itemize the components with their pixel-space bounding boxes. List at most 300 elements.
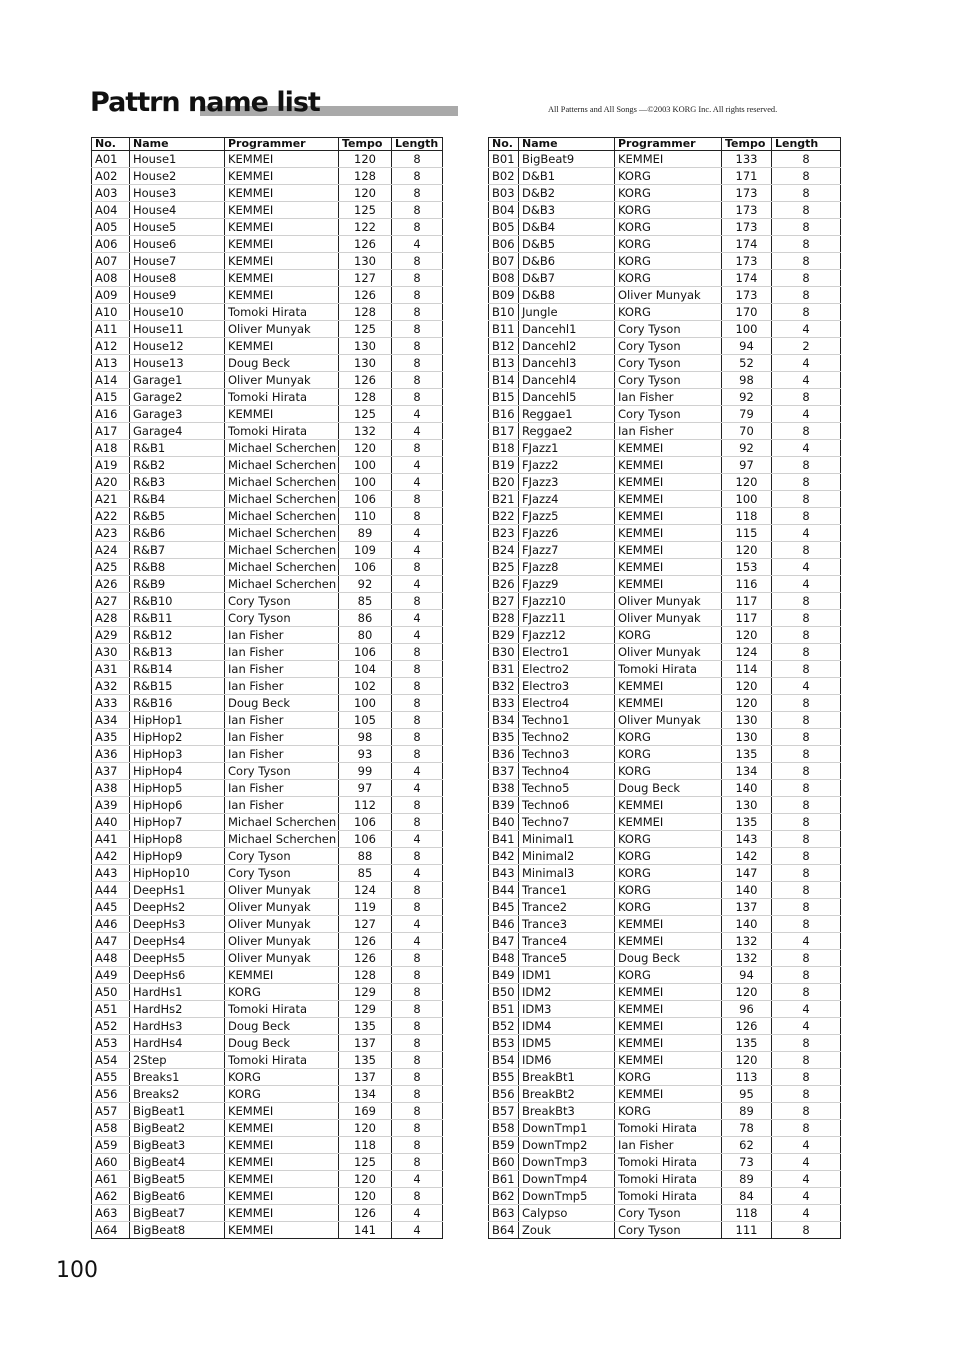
- cell-length: 8: [392, 270, 443, 287]
- cell-programmer: Michael Scherchen: [225, 831, 339, 848]
- cell-name: D&B8: [519, 287, 615, 304]
- cell-tempo: 134: [339, 1086, 392, 1103]
- table-row: [92, 984, 443, 1001]
- cell-length: 8: [772, 389, 841, 406]
- cell-length: 8: [772, 508, 841, 525]
- cell-tempo: 89: [339, 525, 392, 542]
- cell-tempo: 120: [722, 695, 772, 712]
- table-row: [92, 780, 443, 797]
- cell-tempo: 132: [722, 933, 772, 950]
- table-row: [92, 168, 443, 185]
- cell-no: B18: [489, 440, 519, 457]
- cell-no: B20: [489, 474, 519, 491]
- cell-length: 4: [392, 916, 443, 933]
- cell-programmer: KEMMEI: [615, 440, 722, 457]
- cell-programmer: KEMMEI: [615, 474, 722, 491]
- cell-programmer: Cory Tyson: [615, 355, 722, 372]
- cell-length: 8: [392, 1018, 443, 1035]
- cell-name: House11: [130, 321, 225, 338]
- cell-tempo: 129: [339, 1001, 392, 1018]
- cell-no: A33: [92, 695, 130, 712]
- cell-tempo: 106: [339, 491, 392, 508]
- cell-no: A64: [92, 1222, 130, 1239]
- cell-tempo: 125: [339, 321, 392, 338]
- cell-programmer: KEMMEI: [225, 1154, 339, 1171]
- table-row: [489, 355, 841, 372]
- cell-no: B16: [489, 406, 519, 423]
- table-row: [489, 236, 841, 253]
- cell-name: Trance2: [519, 899, 615, 916]
- table-row: [92, 406, 443, 423]
- table-row: [489, 661, 841, 678]
- cell-programmer: KEMMEI: [225, 168, 339, 185]
- cell-name: Dancehl5: [519, 389, 615, 406]
- cell-programmer: Doug Beck: [225, 1018, 339, 1035]
- cell-tempo: 120: [339, 185, 392, 202]
- cell-programmer: Oliver Munyak: [225, 916, 339, 933]
- cell-no: B63: [489, 1205, 519, 1222]
- cell-no: B01: [489, 151, 519, 168]
- table-row: [92, 1018, 443, 1035]
- cell-tempo: 78: [722, 1120, 772, 1137]
- cell-length: 8: [772, 882, 841, 899]
- cell-no: B46: [489, 916, 519, 933]
- cell-no: B05: [489, 219, 519, 236]
- table-row: [92, 1001, 443, 1018]
- cell-name: D&B7: [519, 270, 615, 287]
- cell-length: 4: [392, 525, 443, 542]
- cell-name: BreakBt1: [519, 1069, 615, 1086]
- cell-no: B62: [489, 1188, 519, 1205]
- cell-no: A48: [92, 950, 130, 967]
- cell-tempo: 129: [339, 984, 392, 1001]
- cell-programmer: KEMMEI: [615, 576, 722, 593]
- cell-no: A57: [92, 1103, 130, 1120]
- cell-name: DownTmp1: [519, 1120, 615, 1137]
- cell-no: A07: [92, 253, 130, 270]
- table-row: [489, 525, 841, 542]
- cell-no: B04: [489, 202, 519, 219]
- table-row: [489, 1035, 841, 1052]
- cell-name: Dancehl2: [519, 338, 615, 355]
- cell-tempo: 120: [339, 1188, 392, 1205]
- cell-name: R&B4: [130, 491, 225, 508]
- cell-programmer: KEMMEI: [615, 491, 722, 508]
- cell-length: 8: [772, 814, 841, 831]
- cell-length: 8: [772, 848, 841, 865]
- cell-programmer: Ian Fisher: [225, 661, 339, 678]
- cell-no: B50: [489, 984, 519, 1001]
- cell-programmer: KEMMEI: [615, 1001, 722, 1018]
- table-row: [489, 627, 841, 644]
- cell-length: 8: [392, 1035, 443, 1052]
- cell-name: BigBeat8: [130, 1222, 225, 1239]
- cell-length: 8: [392, 559, 443, 576]
- cell-tempo: 120: [339, 1171, 392, 1188]
- cell-name: BigBeat1: [130, 1103, 225, 1120]
- cell-tempo: 109: [339, 542, 392, 559]
- cell-no: B57: [489, 1103, 519, 1120]
- cell-name: HipHop8: [130, 831, 225, 848]
- cell-name: BigBeat9: [519, 151, 615, 168]
- cell-tempo: 135: [339, 1018, 392, 1035]
- cell-no: A45: [92, 899, 130, 916]
- cell-no: A16: [92, 406, 130, 423]
- table-row: [92, 933, 443, 950]
- cell-tempo: 104: [339, 661, 392, 678]
- cell-length: 8: [772, 1120, 841, 1137]
- cell-name: DownTmp5: [519, 1188, 615, 1205]
- cell-programmer: Ian Fisher: [225, 627, 339, 644]
- cell-name: House3: [130, 185, 225, 202]
- cell-no: A50: [92, 984, 130, 1001]
- cell-programmer: Cory Tyson: [615, 372, 722, 389]
- cell-no: A36: [92, 746, 130, 763]
- cell-programmer: Tomoki Hirata: [225, 423, 339, 440]
- cell-name: IDM2: [519, 984, 615, 1001]
- cell-no: B31: [489, 661, 519, 678]
- cell-name: DeepHs6: [130, 967, 225, 984]
- cell-tempo: 124: [722, 644, 772, 661]
- table-row: [92, 355, 443, 372]
- cell-no: B29: [489, 627, 519, 644]
- cell-no: B56: [489, 1086, 519, 1103]
- cell-tempo: 128: [339, 168, 392, 185]
- cell-name: HipHop6: [130, 797, 225, 814]
- cell-name: Minimal3: [519, 865, 615, 882]
- cell-programmer: KEMMEI: [225, 1103, 339, 1120]
- cell-no: A10: [92, 304, 130, 321]
- cell-length: 4: [392, 1222, 443, 1239]
- cell-name: House12: [130, 338, 225, 355]
- cell-no: B49: [489, 967, 519, 984]
- cell-programmer: Ian Fisher: [615, 423, 722, 440]
- cell-programmer: Doug Beck: [615, 780, 722, 797]
- cell-tempo: 128: [339, 967, 392, 984]
- table-row: [489, 814, 841, 831]
- cell-length: 8: [772, 1069, 841, 1086]
- table-row: [92, 848, 443, 865]
- cell-name: FJazz8: [519, 559, 615, 576]
- cell-tempo: 135: [722, 814, 772, 831]
- cell-no: A03: [92, 185, 130, 202]
- table-row: [92, 474, 443, 491]
- table-row: [489, 474, 841, 491]
- cell-name: House10: [130, 304, 225, 321]
- cell-programmer: KORG: [615, 967, 722, 984]
- cell-programmer: KORG: [615, 627, 722, 644]
- cell-length: 4: [392, 780, 443, 797]
- cell-name: R&B5: [130, 508, 225, 525]
- cell-tempo: 120: [339, 440, 392, 457]
- cell-no: B64: [489, 1222, 519, 1239]
- cell-no: A25: [92, 559, 130, 576]
- cell-name: HipHop9: [130, 848, 225, 865]
- cell-tempo: 92: [339, 576, 392, 593]
- cell-programmer: Tomoki Hirata: [225, 1052, 339, 1069]
- table-row: [92, 831, 443, 848]
- cell-name: House5: [130, 219, 225, 236]
- cell-length: 8: [772, 593, 841, 610]
- cell-tempo: 126: [339, 287, 392, 304]
- cell-name: FJazz9: [519, 576, 615, 593]
- cell-no: A46: [92, 916, 130, 933]
- cell-tempo: 89: [722, 1103, 772, 1120]
- cell-tempo: 97: [339, 780, 392, 797]
- cell-tempo: 93: [339, 746, 392, 763]
- cell-programmer: KEMMEI: [225, 253, 339, 270]
- cell-programmer: Ian Fisher: [615, 1137, 722, 1154]
- table-row: [489, 593, 841, 610]
- cell-no: A39: [92, 797, 130, 814]
- cell-name: FJazz1: [519, 440, 615, 457]
- cell-tempo: 174: [722, 236, 772, 253]
- cell-name: D&B3: [519, 202, 615, 219]
- cell-name: House13: [130, 355, 225, 372]
- cell-length: 4: [772, 406, 841, 423]
- cell-tempo: 173: [722, 287, 772, 304]
- table-row: [489, 848, 841, 865]
- cell-name: Zouk: [519, 1222, 615, 1239]
- cell-name: DeepHs5: [130, 950, 225, 967]
- cell-tempo: 84: [722, 1188, 772, 1205]
- cell-no: B55: [489, 1069, 519, 1086]
- col-header-length: Length: [772, 138, 841, 151]
- cell-name: IDM6: [519, 1052, 615, 1069]
- cell-tempo: 127: [339, 270, 392, 287]
- cell-no: A40: [92, 814, 130, 831]
- cell-length: 8: [392, 202, 443, 219]
- cell-name: R&B14: [130, 661, 225, 678]
- cell-programmer: KORG: [615, 899, 722, 916]
- cell-programmer: KEMMEI: [615, 916, 722, 933]
- cell-name: IDM4: [519, 1018, 615, 1035]
- cell-tempo: 170: [722, 304, 772, 321]
- page-number: 100: [56, 1258, 98, 1283]
- cell-tempo: 124: [339, 882, 392, 899]
- table-row: [489, 389, 841, 406]
- cell-no: A38: [92, 780, 130, 797]
- table-row: [489, 338, 841, 355]
- cell-no: B11: [489, 321, 519, 338]
- cell-length: 8: [772, 287, 841, 304]
- cell-length: 4: [392, 1205, 443, 1222]
- table-row: [92, 321, 443, 338]
- cell-programmer: Cory Tyson: [615, 1205, 722, 1222]
- cell-length: 8: [392, 882, 443, 899]
- cell-programmer: KORG: [225, 1069, 339, 1086]
- cell-programmer: Oliver Munyak: [225, 321, 339, 338]
- cell-length: 8: [392, 712, 443, 729]
- cell-length: 8: [392, 440, 443, 457]
- col-header-no: No.: [489, 138, 519, 151]
- cell-length: 8: [392, 1188, 443, 1205]
- cell-name: Dancehl1: [519, 321, 615, 338]
- cell-no: B37: [489, 763, 519, 780]
- cell-name: House8: [130, 270, 225, 287]
- table-row: [92, 865, 443, 882]
- cell-name: Electro2: [519, 661, 615, 678]
- table-row: [489, 1103, 841, 1120]
- cell-length: 4: [772, 1018, 841, 1035]
- cell-no: A37: [92, 763, 130, 780]
- cell-tempo: 126: [722, 1018, 772, 1035]
- cell-no: A51: [92, 1001, 130, 1018]
- cell-no: B07: [489, 253, 519, 270]
- cell-name: D&B5: [519, 236, 615, 253]
- cell-name: House2: [130, 168, 225, 185]
- cell-name: HipHop1: [130, 712, 225, 729]
- cell-length: 8: [772, 1035, 841, 1052]
- cell-no: A05: [92, 219, 130, 236]
- cell-no: B27: [489, 593, 519, 610]
- cell-name: IDM5: [519, 1035, 615, 1052]
- cell-programmer: KEMMEI: [615, 151, 722, 168]
- cell-name: FJazz5: [519, 508, 615, 525]
- cell-length: 4: [392, 576, 443, 593]
- cell-length: 8: [772, 644, 841, 661]
- cell-no: B58: [489, 1120, 519, 1137]
- table-row: [489, 899, 841, 916]
- cell-name: FJazz10: [519, 593, 615, 610]
- cell-length: 8: [392, 304, 443, 321]
- cell-name: BigBeat5: [130, 1171, 225, 1188]
- cell-tempo: 171: [722, 168, 772, 185]
- cell-name: HardHs2: [130, 1001, 225, 1018]
- cell-programmer: KEMMEI: [615, 984, 722, 1001]
- cell-tempo: 173: [722, 253, 772, 270]
- table-row: [92, 1222, 443, 1239]
- cell-length: 8: [772, 253, 841, 270]
- cell-programmer: KEMMEI: [225, 151, 339, 168]
- table-row: [489, 1137, 841, 1154]
- cell-length: 8: [772, 627, 841, 644]
- cell-no: B44: [489, 882, 519, 899]
- cell-name: R&B9: [130, 576, 225, 593]
- cell-name: House7: [130, 253, 225, 270]
- cell-name: R&B7: [130, 542, 225, 559]
- cell-programmer: Ian Fisher: [225, 678, 339, 695]
- table-row: [92, 610, 443, 627]
- cell-length: 8: [392, 644, 443, 661]
- cell-no: A06: [92, 236, 130, 253]
- cell-tempo: 92: [722, 389, 772, 406]
- cell-tempo: 98: [339, 729, 392, 746]
- table-row: [489, 542, 841, 559]
- cell-length: 8: [392, 746, 443, 763]
- cell-no: A12: [92, 338, 130, 355]
- cell-tempo: 116: [722, 576, 772, 593]
- col-header-name: Name: [130, 138, 225, 151]
- cell-no: A28: [92, 610, 130, 627]
- cell-no: A18: [92, 440, 130, 457]
- cell-length: 8: [772, 865, 841, 882]
- cell-length: 8: [392, 678, 443, 695]
- table-row: [92, 559, 443, 576]
- cell-name: Garage1: [130, 372, 225, 389]
- cell-no: B09: [489, 287, 519, 304]
- cell-tempo: 153: [722, 559, 772, 576]
- cell-programmer: Cory Tyson: [615, 338, 722, 355]
- cell-programmer: Ian Fisher: [225, 780, 339, 797]
- cell-no: A01: [92, 151, 130, 168]
- cell-length: 8: [392, 151, 443, 168]
- cell-tempo: 94: [722, 967, 772, 984]
- cell-no: B06: [489, 236, 519, 253]
- cell-programmer: Cory Tyson: [615, 1222, 722, 1239]
- cell-length: 8: [392, 1001, 443, 1018]
- table-row: [489, 763, 841, 780]
- cell-name: FJazz7: [519, 542, 615, 559]
- cell-programmer: KORG: [615, 729, 722, 746]
- table-row: [489, 1171, 841, 1188]
- cell-no: A27: [92, 593, 130, 610]
- cell-tempo: 122: [339, 219, 392, 236]
- cell-name: R&B8: [130, 559, 225, 576]
- table-row: [92, 253, 443, 270]
- cell-programmer: Oliver Munyak: [225, 950, 339, 967]
- table-row: [92, 814, 443, 831]
- table-row: [92, 457, 443, 474]
- cell-tempo: 133: [722, 151, 772, 168]
- cell-name: HardHs1: [130, 984, 225, 1001]
- cell-length: 8: [392, 729, 443, 746]
- cell-length: 8: [772, 151, 841, 168]
- cell-name: R&B3: [130, 474, 225, 491]
- cell-length: 8: [772, 746, 841, 763]
- cell-programmer: KEMMEI: [225, 1222, 339, 1239]
- cell-programmer: KORG: [615, 253, 722, 270]
- table-row: [92, 1052, 443, 1069]
- cell-programmer: Tomoki Hirata: [615, 661, 722, 678]
- cell-no: B41: [489, 831, 519, 848]
- cell-length: 4: [772, 321, 841, 338]
- cell-length: 4: [772, 559, 841, 576]
- table-row: [92, 661, 443, 678]
- table-row: [489, 712, 841, 729]
- cell-length: 4: [772, 440, 841, 457]
- cell-programmer: KORG: [615, 236, 722, 253]
- cell-programmer: Ian Fisher: [225, 644, 339, 661]
- cell-length: 4: [772, 525, 841, 542]
- cell-programmer: Oliver Munyak: [615, 644, 722, 661]
- table-row: [489, 457, 841, 474]
- table-row: [489, 865, 841, 882]
- cell-length: 8: [392, 168, 443, 185]
- cell-length: 4: [392, 1171, 443, 1188]
- cell-length: 8: [392, 1137, 443, 1154]
- cell-tempo: 115: [722, 525, 772, 542]
- cell-programmer: KEMMEI: [225, 1120, 339, 1137]
- col-header-tempo: Tempo: [722, 138, 772, 151]
- cell-no: B35: [489, 729, 519, 746]
- cell-length: 8: [392, 797, 443, 814]
- table-row: [92, 1154, 443, 1171]
- cell-no: A63: [92, 1205, 130, 1222]
- cell-length: 4: [772, 1171, 841, 1188]
- cell-no: A19: [92, 457, 130, 474]
- cell-name: Dancehl4: [519, 372, 615, 389]
- cell-name: FJazz6: [519, 525, 615, 542]
- cell-length: 4: [392, 831, 443, 848]
- cell-length: 8: [772, 780, 841, 797]
- table-row: [489, 576, 841, 593]
- table-row: [489, 1069, 841, 1086]
- cell-programmer: Oliver Munyak: [615, 610, 722, 627]
- table-row: [489, 1222, 841, 1239]
- table-row: [489, 678, 841, 695]
- table-row: [489, 746, 841, 763]
